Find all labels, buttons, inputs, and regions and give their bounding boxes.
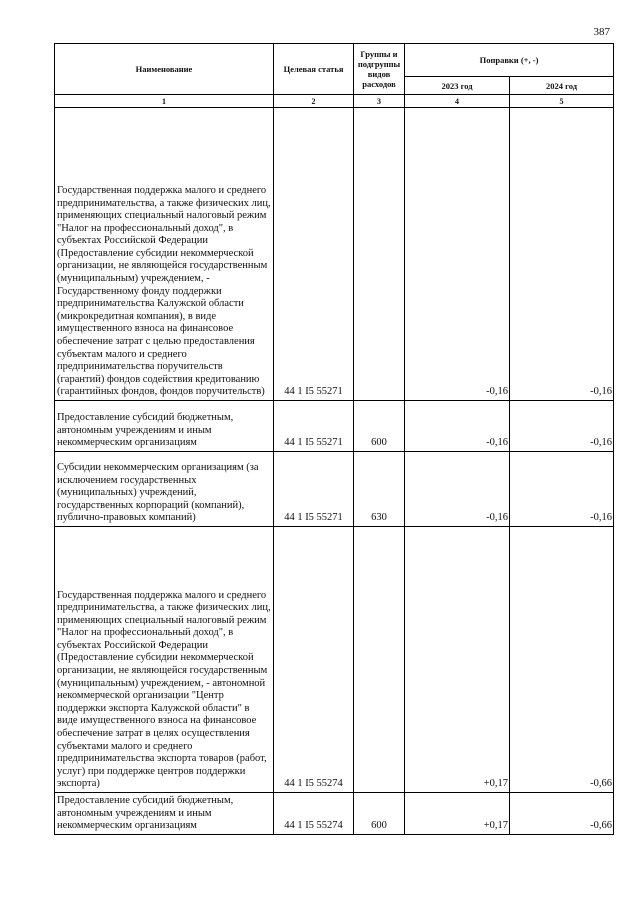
row-expense-group: 630 [354,452,405,527]
row-amount-2023: -0,16 [405,401,510,452]
row-amount-2023: +0,17 [405,527,510,793]
row-amount-2023: +0,17 [405,793,510,835]
row-amount-2023: -0,16 [405,452,510,527]
row-expense-group [354,527,405,793]
column-number-row [55,95,614,108]
table-header-row [55,44,614,77]
row-amount-2024: -0,66 [510,793,614,835]
row-expense-group: 600 [354,793,405,835]
row-target-article: 44 1 I5 55271 [274,452,354,527]
row-target-article: 44 1 I5 55271 [274,401,354,452]
column-number: 5 [510,95,614,108]
row-name: Государственная поддержка малого и среднего предпринимательства, а также физических лиц, применяющих специальный налоговый режим "Налог на профессиональный доход", в субъектах Российской Федерации (Предоставление субсидии некоммерческой организации, не являющейся государственным (муниципальным) учреждением, - автономной некоммерческой организации "Центр поддержки экспорта Калужской области" в виде имущественного взноса на финансовое обеспечение затрат в целях осуществления субъектами малого и среднего предпринимательства экспорта товаров (работ, услуг) при поддержке центров поддержки экспорта) [55,527,274,793]
row-name: Предоставление субсидий бюджетным, автономным учреждениям и иным некоммерческим организациям [55,401,274,452]
row-name: Предоставление субсидий бюджетным, автономным учреждениям и иным некоммерческим организациям [55,793,274,835]
table-row [55,452,614,527]
header-name: Наименование [55,44,274,95]
column-number: 2 [274,95,354,108]
row-amount-2024: -0,66 [510,527,614,793]
row-target-article: 44 1 I5 55274 [274,527,354,793]
column-number: 4 [405,95,510,108]
budget-amendments-table [54,43,614,835]
row-amount-2023: -0,16 [405,108,510,401]
header-year-2023: 2023 год [405,77,510,95]
header-amendments: Поправки (+, -) [405,44,614,77]
row-name: Субсидии некоммерческим организациям (за исключением государственных (муниципальных) учреждений, государственных корпораций (компаний), публично-правовых компаний) [55,452,274,527]
row-expense-group: 600 [354,401,405,452]
row-name: Государственная поддержка малого и среднего предпринимательства, а также физических лиц, применяющих специальный налоговый режим "Налог на профессиональный доход", в субъектах Российской Федерации (Предоставление субсидии некоммерческой организации, не являющейся государственным (муниципальным) учреждением, - Государственному фонду поддержки предпринимательства Калужской области (микрокредитная компания), в виде имущественного взноса на финансовое обеспечение затрат с целью предоставления субъектам малого и среднего предпринимательства поручительств (гарантий) фондов содействия кредитованию (гарантийных фондов, фондов поручительств) [55,108,274,401]
row-amount-2024: -0,16 [510,401,614,452]
row-amount-2024: -0,16 [510,452,614,527]
table-row [55,793,614,835]
table-row [55,401,614,452]
row-target-article: 44 1 I5 55271 [274,108,354,401]
column-number: 1 [55,95,274,108]
page-number: 387 [593,26,610,38]
row-target-article: 44 1 I5 55274 [274,793,354,835]
table-row [55,108,614,401]
row-amount-2024: -0,16 [510,108,614,401]
header-target-article: Целевая статья [274,44,354,95]
column-number: 3 [354,95,405,108]
row-expense-group [354,108,405,401]
header-expense-group: Группы и подгруппы видов расходов [354,44,405,95]
table-row [55,527,614,793]
header-year-2024: 2024 год [510,77,614,95]
